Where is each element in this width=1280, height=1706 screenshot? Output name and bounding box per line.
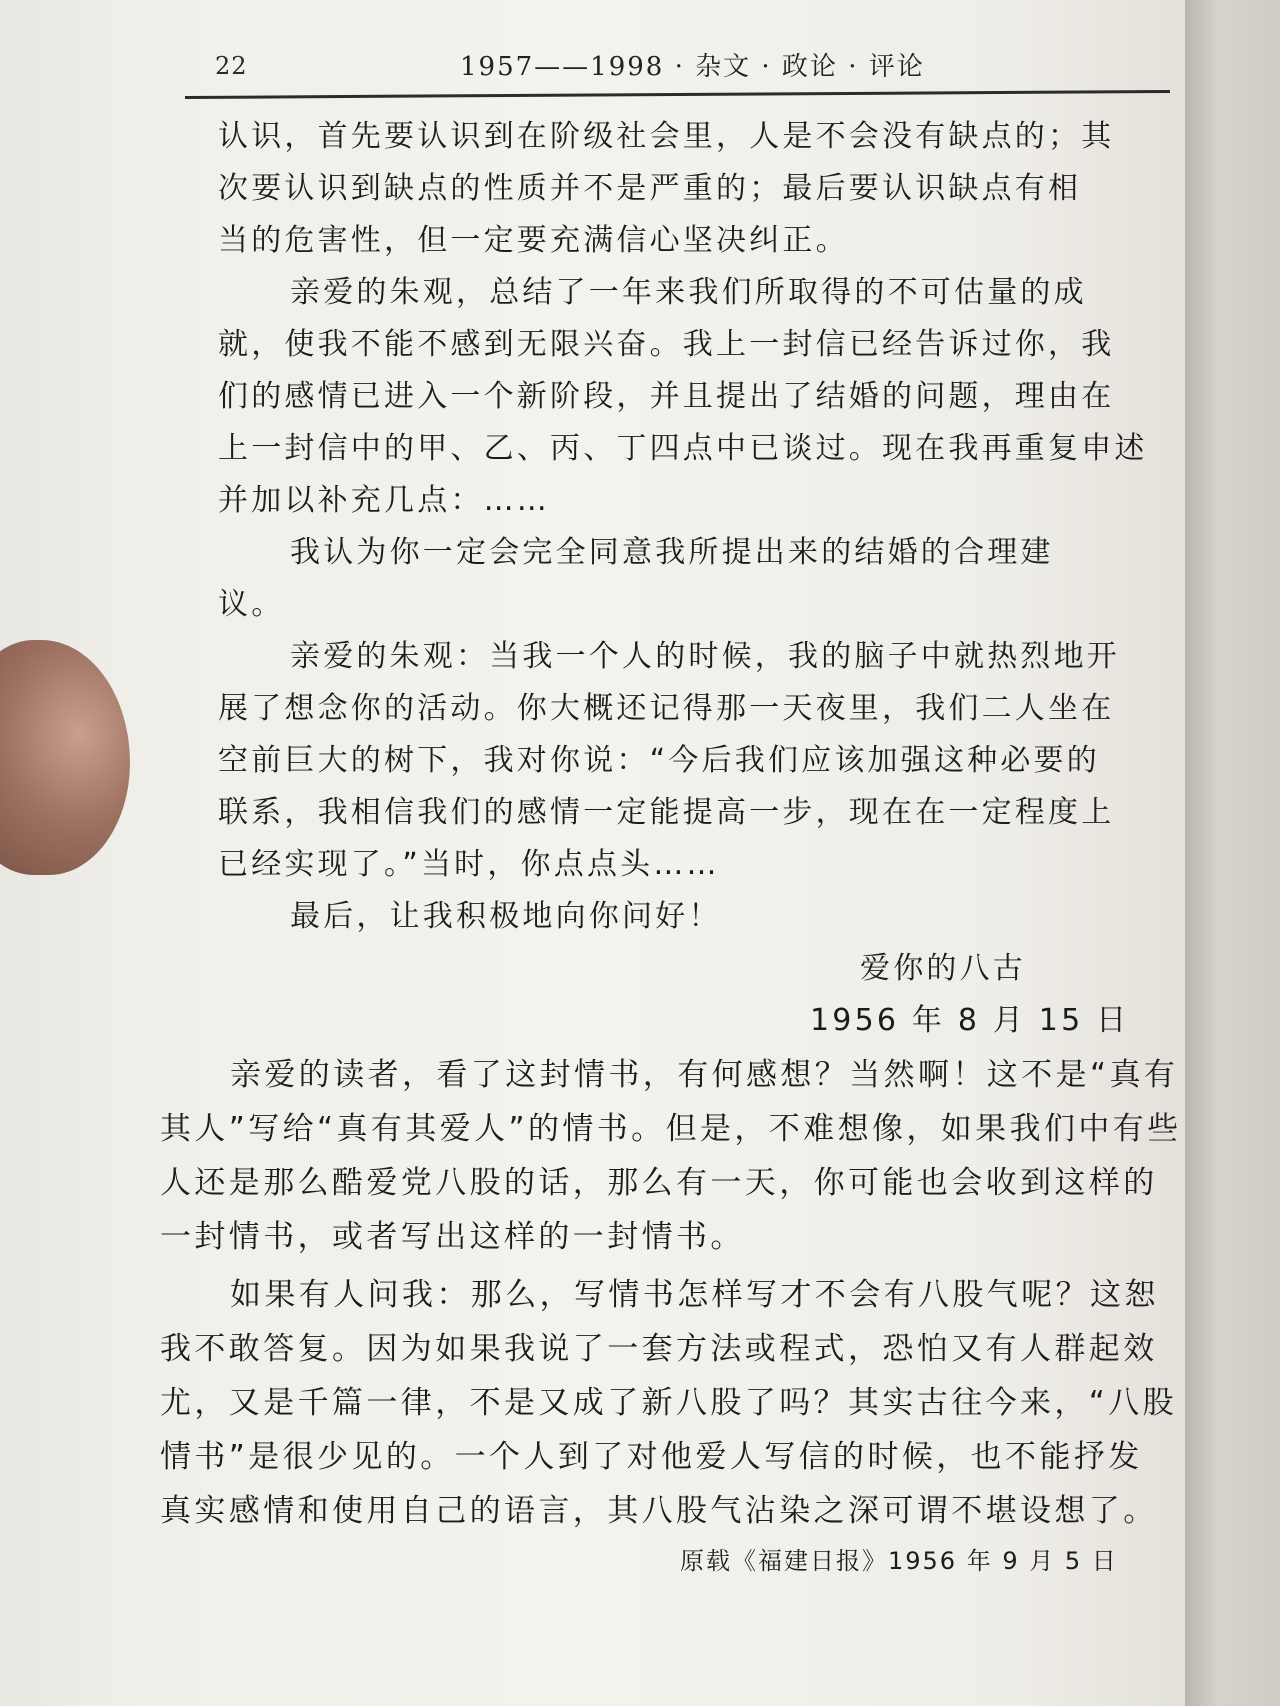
text-line: 情书”是很少见的。一个人到了对他爱人写信的时候，也不能抒发 bbox=[160, 1439, 1143, 1475]
body-text bbox=[160, 119, 1182, 1576]
text-line: 人还是那么酷爱党八股的话，那么有一天，你可能也会收到这样的 bbox=[160, 1165, 1158, 1201]
text-line: 亲爱的朱观，总结了一年来我们所取得的不可估量的成 bbox=[290, 275, 1087, 310]
text-line: 尤，又是千篇一律，不是又成了新八股了吗？其实古往今来，“八股 bbox=[160, 1385, 1178, 1421]
text-line: 上一封信中的甲、乙、丙、丁四点中已谈过。现在我再重复申述 bbox=[218, 431, 1148, 466]
text-line: 亲爱的读者，看了这封情书，有何感想？当然啊！这不是“真有 bbox=[230, 1057, 1179, 1093]
text-line: 空前巨大的树下，我对你说：“今后我们应该加强这种必要的 bbox=[218, 743, 1100, 778]
text-line: 亲爱的朱观：当我一个人的时候，我的脑子中就热烈地开 bbox=[290, 639, 1120, 674]
text-line: 们的感情已进入一个新阶段，并且提出了结婚的问题，理由在 bbox=[218, 379, 1115, 414]
page-header bbox=[185, 44, 1170, 96]
text-line: 联系，我相信我们的感情一定能提高一步，现在在一定程度上 bbox=[218, 795, 1115, 830]
text-line: 其人”写给“真有其爱人”的情书。但是，不难想像，如果我们中有些 bbox=[160, 1111, 1182, 1147]
signature-line: 爱你的八古 bbox=[860, 951, 1026, 986]
text-line: 认识，首先要认识到在阶级社会里，人是不会没有缺点的；其 bbox=[218, 119, 1115, 154]
date-line: 1956 年 8 月 15 日 bbox=[810, 1003, 1130, 1038]
text-line: 真实感情和使用自己的语言，其八股气沾染之深可谓不堪设想了。 bbox=[160, 1493, 1158, 1529]
page-number: 22 bbox=[215, 52, 248, 80]
text-line: 我不敢答复。因为如果我说了一套方法或程式，恐怕又有人群起效 bbox=[160, 1331, 1158, 1367]
text-line: 一封情书，或者写出这样的一封情书。 bbox=[160, 1219, 745, 1255]
thumb bbox=[0, 640, 130, 875]
running-title: 1957——1998 · 杂文 · 政论 · 评论 bbox=[460, 52, 925, 82]
text-line: 已经实现了。”当时，你点点头…… bbox=[218, 847, 720, 882]
text-line: 就，使我不能不感到无限兴奋。我上一封信已经告诉过你，我 bbox=[218, 327, 1115, 362]
text-line: 次要认识到缺点的性质并不是严重的；最后要认识缺点有相 bbox=[218, 171, 1082, 206]
text-line: 并加以补充几点：…… bbox=[218, 483, 550, 518]
text-line: 最后，让我积极地向你问好！ bbox=[290, 899, 722, 934]
text-line: 我认为你一定会完全同意我所提出来的结婚的合理建 bbox=[290, 535, 1054, 570]
text-line: 如果有人问我：那么，写情书怎样写才不会有八股气呢？这恕 bbox=[230, 1277, 1159, 1313]
header-rule bbox=[185, 90, 1170, 99]
page-edge bbox=[1185, 0, 1280, 1706]
text-line: 议。 bbox=[218, 587, 285, 622]
text-line: 展了想念你的活动。你大概还记得那一天夜里，我们二人坐在 bbox=[218, 691, 1115, 726]
source-note: 原载《福建日报》1956 年 9 月 5 日 bbox=[680, 1547, 1118, 1575]
text-line: 当的危害性，但一定要充满信心坚决纠正。 bbox=[218, 223, 849, 258]
